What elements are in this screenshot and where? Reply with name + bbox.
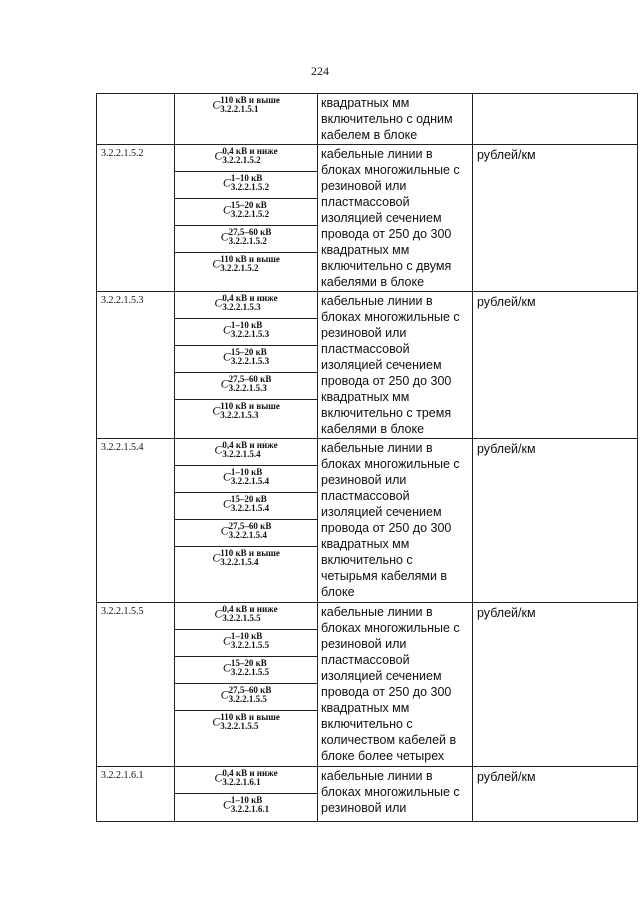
voltage-superscript: 1–10 кВ <box>230 467 263 477</box>
symbol-indices <box>222 605 277 623</box>
item-code: 3.2.2.1.5.4 <box>97 439 175 603</box>
rate-symbol <box>175 794 317 821</box>
code-subscript: 3.2.2.1.5.4 <box>230 503 270 513</box>
tariff-table <box>96 93 638 822</box>
rate-symbol <box>175 253 317 280</box>
symbol-indices <box>229 686 272 704</box>
symbol-letter: C <box>220 376 229 391</box>
rate-symbol <box>175 684 317 711</box>
symbol-indices <box>231 174 269 192</box>
symbol-indices <box>231 201 269 219</box>
symbol-indices <box>231 495 269 513</box>
code-subscript: 3.2.2.1.5.3 <box>230 329 270 339</box>
symbol-letter: C <box>220 687 229 702</box>
code-subscript: 3.2.2.1.5.3 <box>228 383 267 393</box>
voltage-superscript: 1–10 кВ <box>230 320 263 330</box>
symbol-indices <box>220 549 280 567</box>
rate-symbol <box>175 520 317 547</box>
symbol-letter: C <box>222 202 231 217</box>
rate-symbol <box>175 319 317 346</box>
code-subscript: 3.2.2.1.5.3 <box>230 356 270 366</box>
symbol-letter: C <box>222 349 231 364</box>
voltage-superscript: 1–10 кВ <box>230 173 263 183</box>
symbol-letter: C <box>222 797 231 812</box>
symbol-letter: C <box>214 770 223 785</box>
symbol-indices <box>231 796 269 814</box>
unit: рублей/км <box>473 767 638 822</box>
symbol-indices <box>231 321 269 339</box>
unit: рублей/км <box>473 145 638 292</box>
symbol-indices <box>220 402 280 420</box>
rate-symbol <box>175 493 317 520</box>
symbol-indices <box>222 441 277 459</box>
code-subscript: 3.2.2.1.5.2 <box>228 236 267 246</box>
symbol-letter: C <box>222 660 231 675</box>
rate-symbol-cell <box>175 145 318 292</box>
rate-symbol <box>175 657 317 684</box>
table-row <box>97 767 638 822</box>
table-row <box>97 439 638 603</box>
code-subscript: 3.2.2.1.5.2 <box>230 182 270 192</box>
rate-symbol <box>175 547 317 574</box>
rate-symbol <box>175 400 317 427</box>
voltage-superscript: 27,5–60 кВ <box>228 685 272 695</box>
code-subscript: 3.2.2.1.5.3 <box>222 302 261 312</box>
description: кабельные линии в блоках многожильные с резиновой или пластмассовой изоляцией сечением провода от 250 до 300 квадратных мм включительно с тремя кабелями в блоке <box>318 292 473 439</box>
code-subscript: 3.2.2.1.5.2 <box>220 263 259 273</box>
symbol-letter: C <box>222 469 231 484</box>
voltage-superscript: 15–20 кВ <box>230 494 267 504</box>
rate-symbol <box>175 439 317 466</box>
symbol-letter: C <box>212 97 221 112</box>
code-subscript: 3.2.2.1.5.5 <box>230 667 270 677</box>
rate-symbol <box>175 145 317 172</box>
rate-symbol-cell <box>175 292 318 439</box>
rate-symbol <box>175 172 317 199</box>
code-subscript: 3.2.2.1.5.4 <box>228 530 267 540</box>
voltage-superscript: 0,4 кВ и ниже <box>222 293 278 303</box>
description: кабельные линии в блоках многожильные с резиновой или <box>318 767 473 822</box>
symbol-letter: C <box>222 633 231 648</box>
code-subscript: 3.2.2.1.5.1 <box>220 104 259 114</box>
symbol-indices <box>222 769 277 787</box>
symbol-indices <box>220 713 280 731</box>
code-subscript: 3.2.2.1.6.1 <box>230 804 270 814</box>
voltage-superscript: 27,5–60 кВ <box>228 227 272 237</box>
symbol-letter: C <box>222 496 231 511</box>
voltage-superscript: 110 кВ и выше <box>220 95 280 105</box>
rate-symbol <box>175 346 317 373</box>
symbol-letter: C <box>212 714 221 729</box>
voltage-superscript: 110 кВ и выше <box>220 712 280 722</box>
symbol-letter: C <box>214 295 223 310</box>
rate-symbol-cell <box>175 94 318 145</box>
rate-symbol <box>175 711 317 738</box>
rate-symbol-cell <box>175 603 318 767</box>
rate-symbol-cell <box>175 767 318 822</box>
code-subscript: 3.2.2.1.5.5 <box>228 694 267 704</box>
voltage-superscript: 110 кВ и выше <box>220 548 280 558</box>
item-code: 3.2.2.1.5.5 <box>97 603 175 767</box>
symbol-indices <box>229 522 272 540</box>
unit <box>473 94 638 145</box>
description: кабельные линии в блоках многожильные с резиновой или пластмассовой изоляцией сечением провода от 250 до 300 квадратных мм включительно с четырьмя кабелями в блоке <box>318 439 473 603</box>
unit: рублей/км <box>473 439 638 603</box>
table-row <box>97 94 638 145</box>
symbol-indices <box>220 255 280 273</box>
voltage-superscript: 15–20 кВ <box>230 200 267 210</box>
code-subscript: 3.2.2.1.5.5 <box>222 613 261 623</box>
voltage-superscript: 110 кВ и выше <box>220 401 280 411</box>
voltage-superscript: 27,5–60 кВ <box>228 521 272 531</box>
unit: рублей/км <box>473 292 638 439</box>
voltage-superscript: 27,5–60 кВ <box>228 374 272 384</box>
code-subscript: 3.2.2.1.6.1 <box>222 777 261 787</box>
symbol-indices <box>229 375 272 393</box>
rate-symbol <box>175 199 317 226</box>
symbol-letter: C <box>212 256 221 271</box>
code-subscript: 3.2.2.1.5.5 <box>230 640 270 650</box>
voltage-superscript: 15–20 кВ <box>230 347 267 357</box>
rate-symbol <box>175 292 317 319</box>
symbol-indices <box>231 659 269 677</box>
code-subscript: 3.2.2.1.5.3 <box>220 410 259 420</box>
symbol-letter: C <box>214 606 223 621</box>
page-number: 224 <box>311 64 329 78</box>
symbol-letter: C <box>214 442 223 457</box>
symbol-letter: C <box>214 148 223 163</box>
rate-symbol <box>175 94 317 143</box>
item-code <box>97 94 175 145</box>
table-row <box>97 603 638 767</box>
table-row <box>97 145 638 292</box>
code-subscript: 3.2.2.1.5.4 <box>222 449 261 459</box>
code-subscript: 3.2.2.1.5.4 <box>230 476 270 486</box>
symbol-indices <box>231 632 269 650</box>
symbol-indices <box>231 348 269 366</box>
code-subscript: 3.2.2.1.5.2 <box>222 155 261 165</box>
voltage-superscript: 15–20 кВ <box>230 658 267 668</box>
symbol-letter: C <box>222 322 231 337</box>
rate-symbol <box>175 767 317 794</box>
symbol-indices <box>220 96 280 114</box>
symbol-indices <box>222 294 277 312</box>
item-code: 3.2.2.1.5.3 <box>97 292 175 439</box>
symbol-letter: C <box>212 403 221 418</box>
item-code: 3.2.2.1.5.2 <box>97 145 175 292</box>
symbol-letter: C <box>222 175 231 190</box>
voltage-superscript: 1–10 кВ <box>230 631 263 641</box>
rate-symbol-cell <box>175 439 318 603</box>
table-row <box>97 292 638 439</box>
voltage-superscript: 0,4 кВ и ниже <box>222 146 278 156</box>
rate-symbol <box>175 226 317 253</box>
code-subscript: 3.2.2.1.5.5 <box>220 721 259 731</box>
rate-symbol <box>175 603 317 630</box>
symbol-indices <box>222 147 277 165</box>
voltage-superscript: 1–10 кВ <box>230 795 263 805</box>
description: квадратных мм включительно с одним кабелем в блоке <box>318 94 473 145</box>
description: кабельные линии в блоках многожильные с резиновой или пластмассовой изоляцией сечением провода от 250 до 300 квадратных мм включительно с двумя кабелями в блоке <box>318 145 473 292</box>
voltage-superscript: 110 кВ и выше <box>220 254 280 264</box>
symbol-indices <box>229 228 272 246</box>
code-subscript: 3.2.2.1.5.4 <box>220 557 259 567</box>
voltage-superscript: 0,4 кВ и ниже <box>222 440 278 450</box>
item-code: 3.2.2.1.6.1 <box>97 767 175 822</box>
rate-symbol <box>175 466 317 493</box>
rate-symbol <box>175 373 317 400</box>
rate-symbol <box>175 630 317 657</box>
symbol-letter: C <box>220 229 229 244</box>
description: кабельные линии в блоках многожильные с резиновой или пластмассовой изоляцией сечением провода от 250 до 300 квадратных мм включительно с количеством кабелей в блоке более четырех <box>318 603 473 767</box>
symbol-indices <box>231 468 269 486</box>
code-subscript: 3.2.2.1.5.2 <box>230 209 270 219</box>
voltage-superscript: 0,4 кВ и ниже <box>222 768 278 778</box>
voltage-superscript: 0,4 кВ и ниже <box>222 604 278 614</box>
symbol-letter: C <box>212 550 221 565</box>
symbol-letter: C <box>220 523 229 538</box>
unit: рублей/км <box>473 603 638 767</box>
